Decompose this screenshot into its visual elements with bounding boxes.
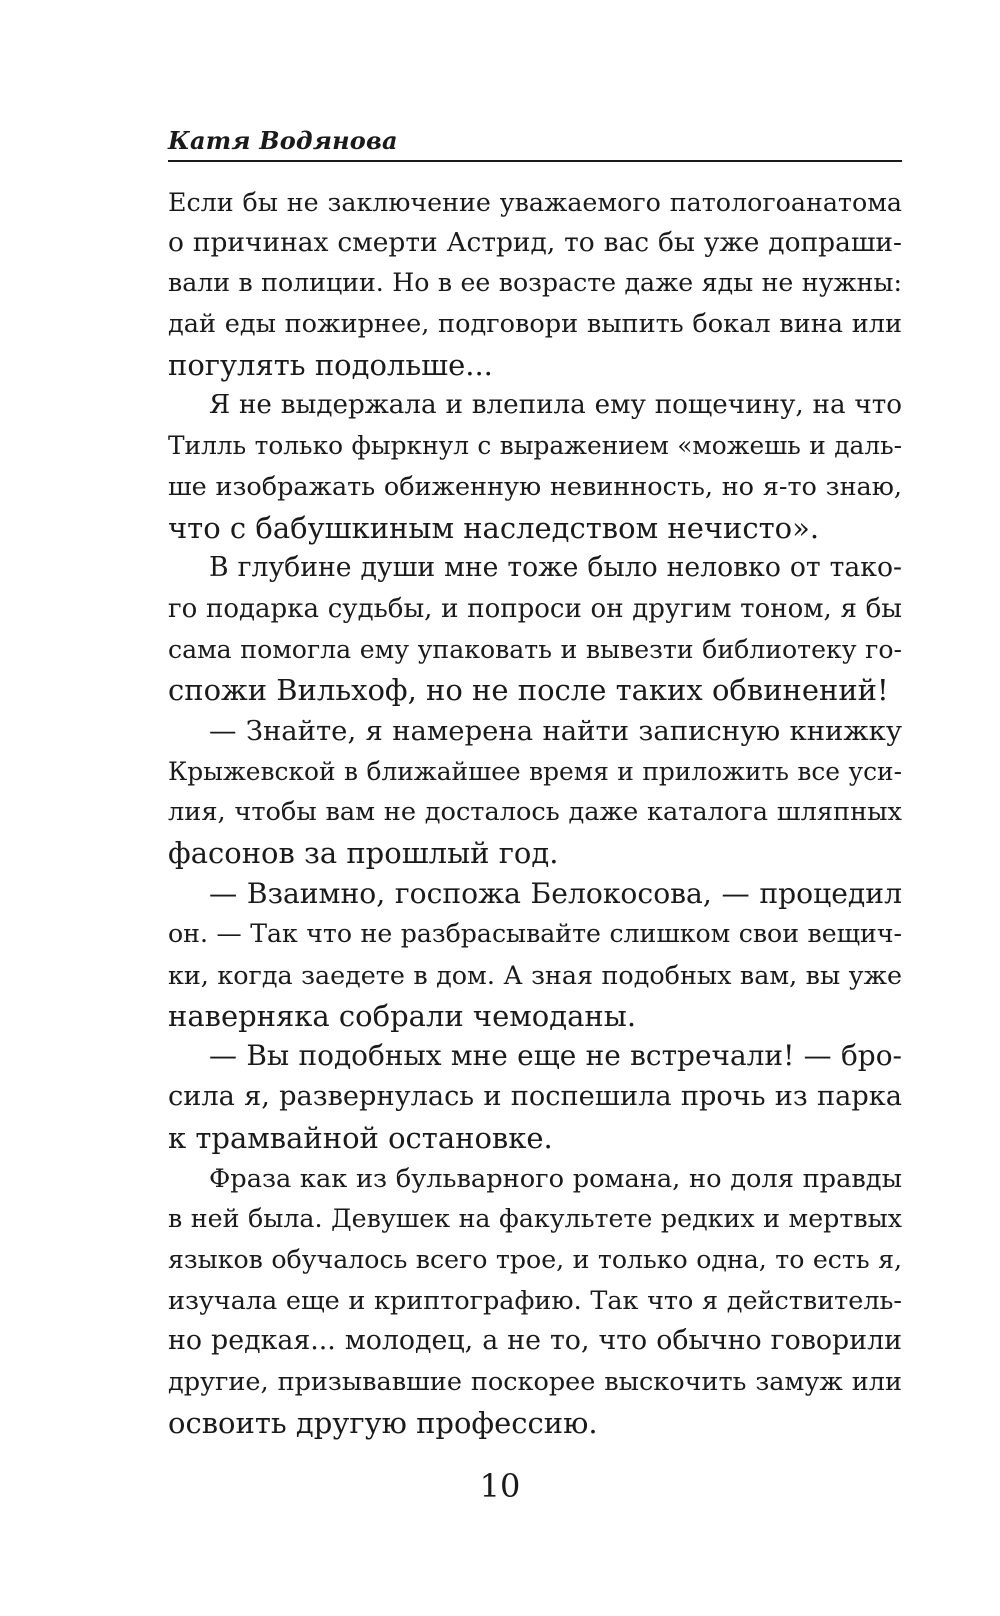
text-line: Фраза как из бульварного романа, но доля правды <box>209 1163 902 1194</box>
text-line: наверняка собрали чемоданы. <box>168 998 637 1033</box>
header-rule <box>168 160 902 162</box>
text-line: но редкая... молодец, а не то, что обычно говорили <box>168 1325 902 1357</box>
text-line: освоить другую профессию. <box>168 1405 598 1440</box>
text-line: В глубине души мне тоже было неловко от тако- <box>209 552 902 584</box>
text-line: Тилль только фыркнул с выражением «можешь и даль- <box>168 431 902 461</box>
text-line: в ней была. Девушек на факультете редких и мертвых <box>168 1204 902 1234</box>
text-line: он. — Так что не разбрасывайте слишком свои вещич- <box>168 919 902 949</box>
text-line: другие, призывавшие поскорее выскочить замуж или <box>168 1366 902 1397</box>
text-line: фасонов за прошлый год. <box>168 836 559 870</box>
text-line: погулять подольше... <box>168 347 493 382</box>
page-number: 10 <box>479 1467 521 1505</box>
text-line: ки, когда заедете в дом. А зная подобных вам, вы уже <box>168 960 902 991</box>
text-line: о причинах смерти Астрид, то вас бы уже допраши- <box>168 226 902 258</box>
text-line: ше изображать обиженную невинность, но я-то знаю, <box>168 471 902 502</box>
text-line: спожи Вильхоф, но не после таких обвинений! <box>168 673 889 708</box>
text-line: Если бы не заключение уважаемого патологоанатома <box>168 187 902 217</box>
text-line: — Вы подобных мне еще не встречали! — бро- <box>209 1039 902 1073</box>
text-line: — Знайте, я намерена найти записную книжку <box>209 714 902 747</box>
text-line: языков обучалось всего трое, и только одна, то есть я, <box>168 1244 902 1274</box>
text-line: изучала еще и криптографию. Так что я действитель- <box>168 1285 902 1316</box>
body-text <box>168 182 902 1443</box>
text-line: к трамвайной остановке. <box>168 1120 553 1155</box>
text-line: го подарка судьбы, и попроси он другим тоном, я бы <box>168 593 902 624</box>
text-line: — Взаимно, госпожа Белокосова, — процедил <box>209 876 902 910</box>
text-line: сила я, развернулась и поспешила прочь из парка <box>168 1081 902 1113</box>
text-line: что с бабушкиным наследством нечисто». <box>168 510 820 545</box>
text-line: сама помогла ему упаковать и вывезти библиотеку го- <box>168 634 902 664</box>
text-line: Я не выдержала и влепила ему пощечину, на что <box>209 390 902 421</box>
text-line: Крыжевской в ближайшее время и приложить все уси- <box>168 756 902 786</box>
text-line: дай еды пожирнее, подговори выпить бокал вина или <box>168 309 902 340</box>
text-line: лия, чтобы вам не досталось даже каталога шляпных <box>168 797 902 828</box>
running-head-author: Катя Водянова <box>168 126 398 155</box>
text-line: вали в полиции. Но в ее возрасте даже яды не нужны: <box>168 268 902 298</box>
